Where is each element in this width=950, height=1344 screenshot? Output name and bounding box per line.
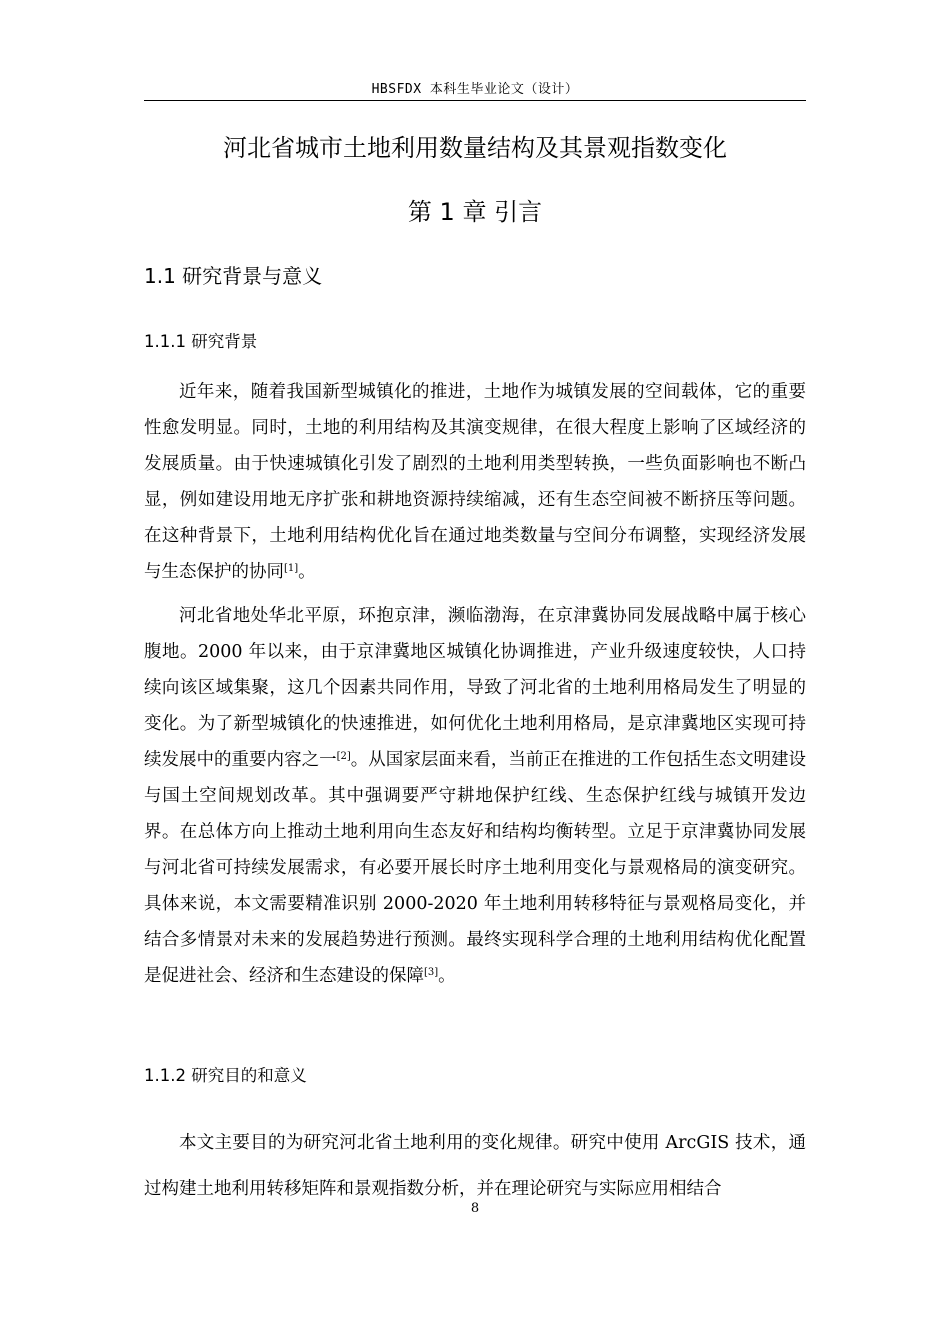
paragraph-end: 。 bbox=[298, 562, 316, 582]
citation-mark: [2] bbox=[336, 751, 351, 762]
subsection-heading-1-1-1: 1.1.1 研究背景 bbox=[144, 332, 258, 351]
background-paragraph-2 bbox=[144, 598, 806, 994]
background-paragraph-1 bbox=[144, 374, 806, 590]
thesis-title: 河北省城市土地利用数量结构及其景观指数变化 bbox=[223, 134, 727, 162]
paragraph-text: 近年来，随着我国新型城镇化的推进，土地作为城镇发展的空间载体，它的重要性愈发明显。同时，土地的利用结构及其演变规律，在很大程度上影响了区域经济的发展质量。由于快速城镇化引发了剧烈的土地利用类型转换，一些负面影响也不断凸显，例如建设用地无序扩张和耕地资源持续缩减，还有生态空间被不断挤压等问题。在这种背景下，土地利用结构优化旨在通过地类数量与空间分布调整，实现经济发展与生态保护的协同 bbox=[144, 382, 806, 582]
purpose-paragraph-1 bbox=[144, 1120, 806, 1212]
chapter-heading: 第 1 章 引言 bbox=[407, 198, 543, 226]
paragraph-text: 河北省地处华北平原，环抱京津，濒临渤海，在京津冀协同发展战略中属于核心腹地。2000 年以来，由于京津冀地区城镇化协调推进，产业升级速度较快，人口持续向该区域集聚，这几个因素共同作用，导致了河北省的土地利用格局发生了明显的变化。为了新型城镇化的快速推进，如何优化土地利用格局，是京津冀地区实现可持续发展中的重要内容之一 bbox=[144, 606, 806, 770]
citation-mark: [1] bbox=[284, 563, 299, 574]
paragraph-text-continued: 。从国家层面来看，当前正在推进的工作包括生态文明建设与国土空间规划改革。其中强调要严守耕地保护红线、生态保护红线与城镇开发边界。在总体方向上推动土地利用向生态友好和结构均衡转型。立足于京津冀协同发展与河北省可持续发展需求，有必要开展长时序土地利用变化与景观格局的演变研究。具体来说，本文需要精准识别 2000-2020 年土地利用转移特征与景观格局变化，并结合多情景对未来的发展趋势进行预测。最终实现科学合理的土地利用结构优化配置是促进社会、经济和生态建设的保障 bbox=[144, 750, 807, 986]
subsection-heading-1-1-2: 1.1.2 研究目的和意义 bbox=[144, 1066, 307, 1085]
header-rule bbox=[144, 100, 806, 101]
citation-mark: [3] bbox=[424, 967, 439, 978]
page-number: 8 bbox=[470, 1201, 480, 1216]
section-heading-1-1: 1.1 研究背景与意义 bbox=[144, 264, 323, 288]
running-header: HBSFDX 本科生毕业论文（设计） bbox=[371, 82, 579, 97]
paragraph-text: 本文主要目的为研究河北省土地利用的变化规律。研究中使用 ArcGIS 技术，通过构建土地利用转移矩阵和景观指数分析，并在理论研究与实际应用相结合 bbox=[144, 1133, 806, 1199]
paragraph-end: 。 bbox=[438, 966, 456, 986]
